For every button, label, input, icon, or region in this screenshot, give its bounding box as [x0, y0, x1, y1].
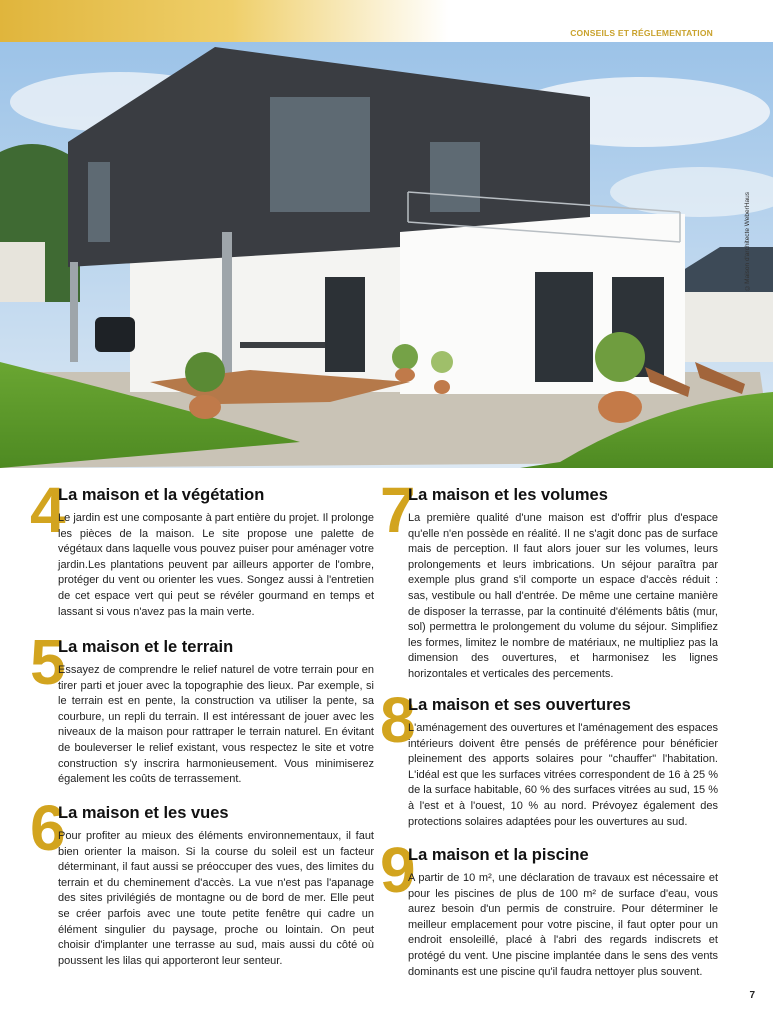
section-title: La maison et le terrain	[58, 638, 234, 656]
section-number: 8	[380, 684, 416, 756]
section-text: Le jardin est une composante à part entière du projet. Il prolonge les pièces de la maison. Le site propose une palette de végétaux dans laquelle vous pouvez puiser pour aménager votre jardin.Les plantations peuvent par ailleurs apporter de l'ombre, protéger du vent ou orienter les vues. Songez aussi à l'entretien de cet espace vert qui peut se révéler gourmand en temps et lassant si vous n'avez pas la main verte.	[58, 511, 374, 618]
section-title: La maison et la piscine	[408, 846, 589, 864]
section-text: A partir de 10 m², une déclaration de travaux est nécessaire et pour les piscines de plus de 100 m² de surface d'eau, vous aurez besoin d'un permis de construire. Pour déterminer le meilleur emplacement pour votre piscine, il faut opter pour un endroit ensoleillé, placé à l'abri des regards indiscrets et protégé du vent. Une piscine implantée dans le sens des vents dominants est une piscine qu'il faudra nettoyer plus souvent.	[408, 871, 718, 978]
left-column	[30, 474, 374, 994]
section-number: 7	[380, 474, 416, 546]
header-bar	[0, 0, 773, 42]
photo-credit: ©Maison d'architecte WeberHaus	[744, 192, 751, 291]
section-title: La maison et les vues	[58, 804, 229, 822]
section-text: Pour profiter au mieux des éléments environnementaux, il faut bien orienter la maison. Si la course du soleil est un facteur déterminant, il faut aussi se préoccuper des vues, des limites du terrain et du cheminement d'accès. La vue n'est pas l'apanage des sites privilégiés de montagne ou de bord de mer. Elle peut se créer parfois avec une toute petite fenêtre qui cadre un élément singulier du paysage, proche ou lointain. On peut choisir d'implanter une terrasse au sud, mais aussi du côté où poussent les lilas qui apporteront leur senteur.	[58, 829, 374, 967]
section-label: CONSEILS ET RÉGLEMENTATION	[570, 28, 713, 38]
section-ouvertures	[380, 684, 719, 846]
section-number: 5	[30, 626, 66, 698]
section-text: Essayez de comprendre le relief naturel de votre terrain pour en tirer parti et jouer avec la topographie des lieux. Par exemple, si le terrain est en pente, la construction va utiliser la pente, sa courbure, un repli du terrain. Il est intéressant de jouer avec les niveaux de la maison pour rattraper le terrain naturel. En évitant de bouleverser le relief existant, vous respectez le site et votre construction s'y inscrira harmonieusement. Vous minimiserez également les coûts de terrassement.	[58, 663, 374, 786]
section-number: 9	[380, 834, 416, 906]
right-column	[380, 474, 719, 1006]
section-volumes	[380, 474, 718, 696]
page-number: 7	[749, 990, 755, 1001]
section-text: L'aménagement des ouvertures et l'aménagement des espaces intérieurs doivent être pensés de préférence pour bénéficier pleinement des apports solaires pour "chauffer" l'habitation. L'idéal est que les surfaces vitrées correspondent de 16 à 25 % de la surface habitable, 60 % des surfaces vitrées au sud, 15 % à l'est et à l'ouest, 10 % au nord. Prévoyez également des protections solaires adaptées pour les ouvertures au sud.	[408, 721, 719, 828]
section-text: La première qualité d'une maison est d'offrir plus d'espace qu'elle n'en possède en réalité. Il ne s'agit donc pas de surface mais de perception. Il faut alors jouer sur les volumes, leurs prolongements et leurs imbrications. Un séjour paraîtra par exemple plus grand s'il comporte un espace d'accès réduit : sas, vestibule ou hall d'entrée. De même une certaine manière de disposer la terrasse, par la continuité d'éléments bâtis (mur, sol) permettra le prolongement du volume du séjour. Simplifiez les formes, limitez le nombre de matériaux, ne multipliez pas la dimension des ouvertures, et harmonisez les lignes horizontales et verticales des percements.	[408, 511, 718, 681]
section-number: 4	[30, 474, 66, 546]
section-vegetation	[30, 474, 374, 638]
section-number: 6	[30, 792, 66, 864]
section-title: La maison et la végétation	[58, 486, 265, 504]
section-piscine	[380, 834, 718, 1006]
section-terrain	[30, 626, 374, 804]
section-title: La maison et ses ouvertures	[408, 696, 631, 714]
section-title: La maison et les volumes	[408, 486, 608, 504]
section-vues	[30, 792, 374, 994]
house-photo	[0, 42, 773, 468]
